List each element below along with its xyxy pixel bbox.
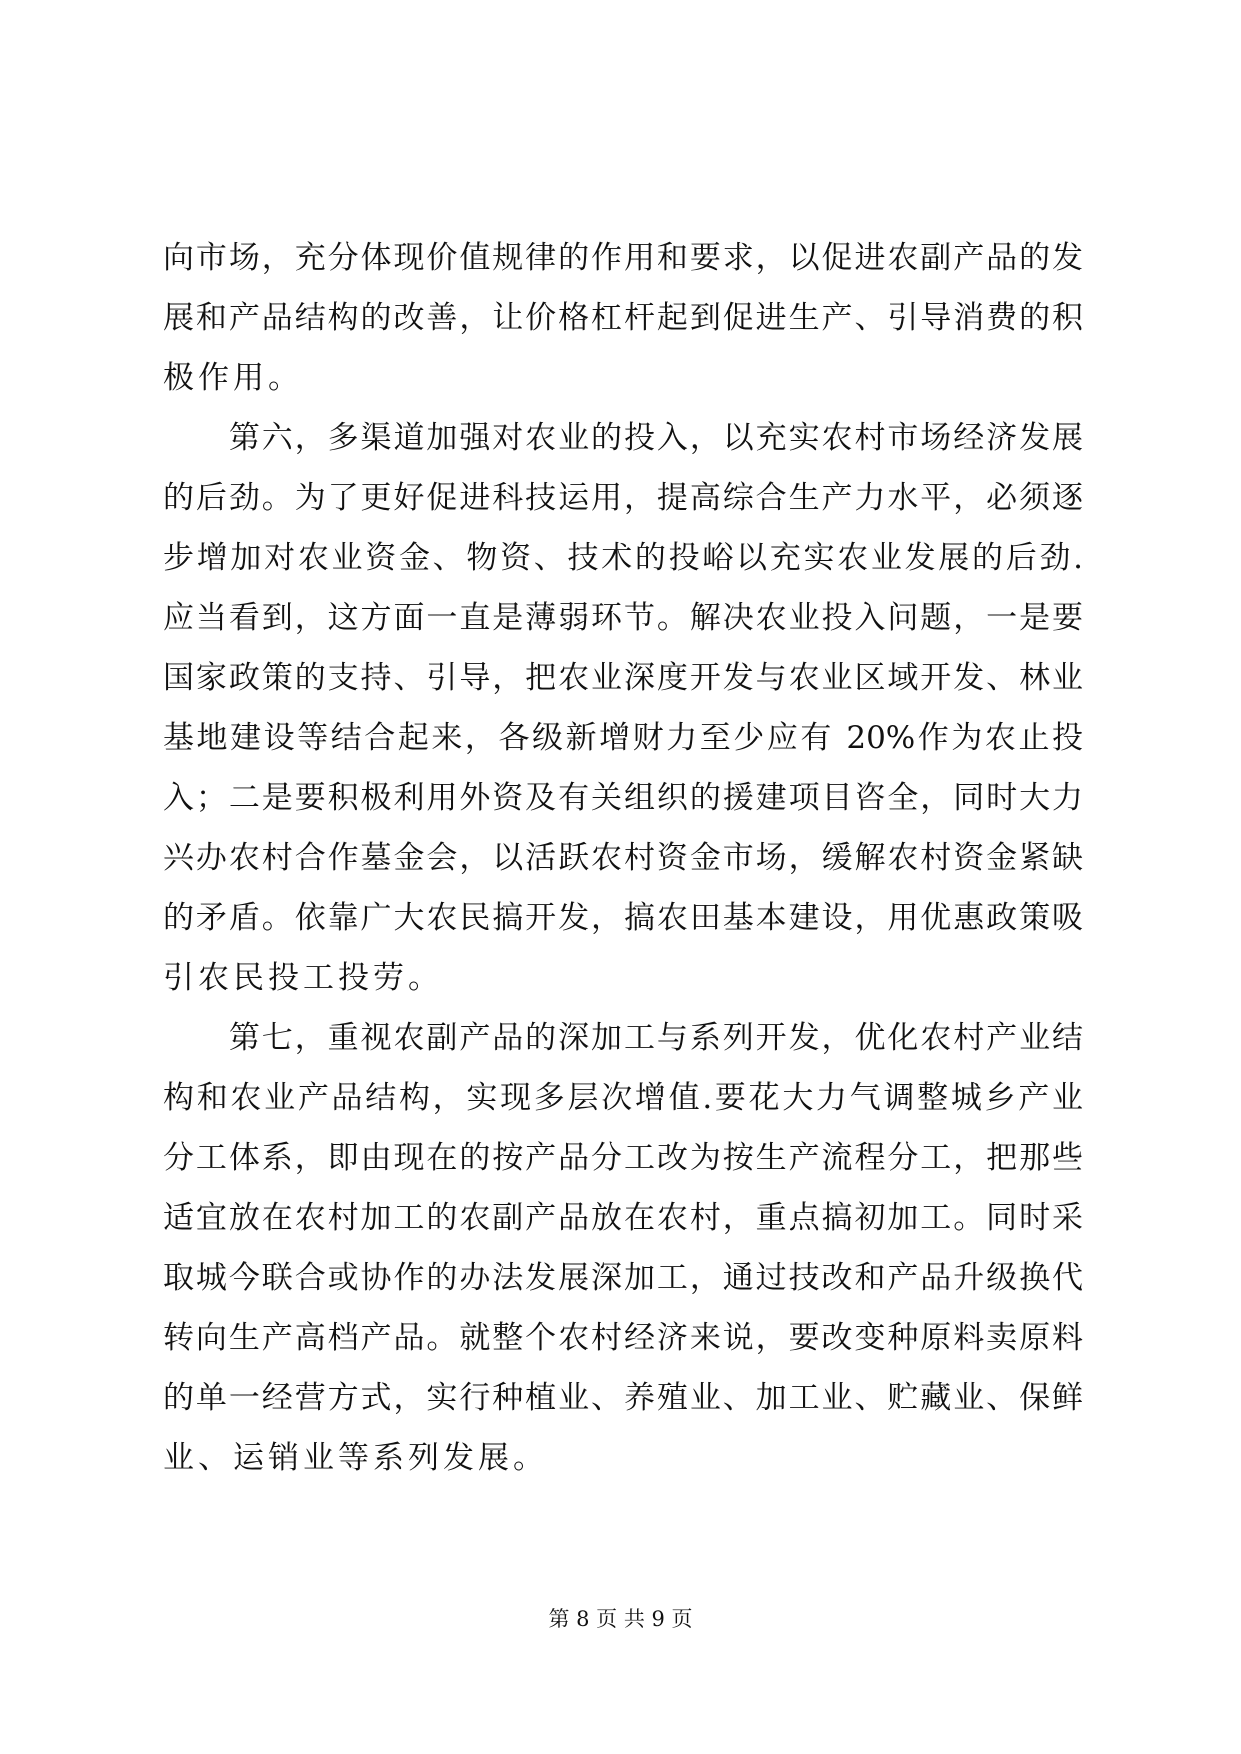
text-line: 的后劲。为了更好促进科技运用，提高综合生产力水平，必须逐 (163, 480, 1083, 516)
text-line: 基地建设等结合起来，各级新增财力至少应有 20%作为农止投 (163, 720, 1083, 756)
text-line: 转向生产高档产品。就整个农村经济来说，要改变种原料卖原料 (163, 1320, 1083, 1356)
page-footer: 第 8 页 共 9 页 (548, 1607, 693, 1631)
text-line: 分工体系，即由现在的按产品分工改为按生产流程分工，把那些 (163, 1140, 1083, 1176)
text-line: 入；二是要积极利用外资及有关组织的援建项目咨全，同时大力 (163, 780, 1083, 816)
text-line: 第七，重视农副产品的深加工与系列开发，优化农村产业结 (163, 1020, 1083, 1056)
text-line: 极作用。 (163, 360, 303, 396)
text-line: 展和产品结构的改善，让价格杠杆起到促进生产、引导消费的积 (163, 300, 1083, 336)
text-line: 步增加对农业资金、物资、技术的投峪以充实农业发展的后劲. (163, 540, 1083, 576)
text-line: 的单一经营方式，实行种植业、养殖业、加工业、贮藏业、保鲜 (163, 1380, 1083, 1416)
text-line: 构和农业产品结构，实现多层次增值.要花大力气调整城乡产业 (163, 1080, 1083, 1116)
text-line: 兴办农村合作墓金会，以活跃农村资金市场，缓解农村资金紧缺 (163, 840, 1083, 876)
text-line: 业、运销业等系列发展。 (163, 1440, 548, 1476)
text-line: 适宜放在农村加工的农副产品放在农村，重点搞初加工。同时采 (163, 1200, 1083, 1236)
text-line: 向市场，充分体现价值规律的作用和要求，以促进农副产品的发 (163, 240, 1083, 276)
text-line: 应当看到，这方面一直是薄弱环节。解决农业投入问题，一是要 (163, 600, 1083, 636)
text-line: 取城今联合或协作的办法发展深加工，通过技改和产品升级换代 (163, 1260, 1083, 1296)
text-line: 国家政策的支持、引导，把农业深度开发与农业区域开发、林业 (163, 660, 1083, 696)
text-line: 引农民投工投劳。 (163, 960, 443, 996)
text-line: 第六，多渠道加强对农业的投入，以充实农村市场经济发展 (163, 420, 1083, 456)
text-line: 的矛盾。依靠广大农民搞开发，搞农田基本建设，用优惠政策吸 (163, 900, 1083, 936)
